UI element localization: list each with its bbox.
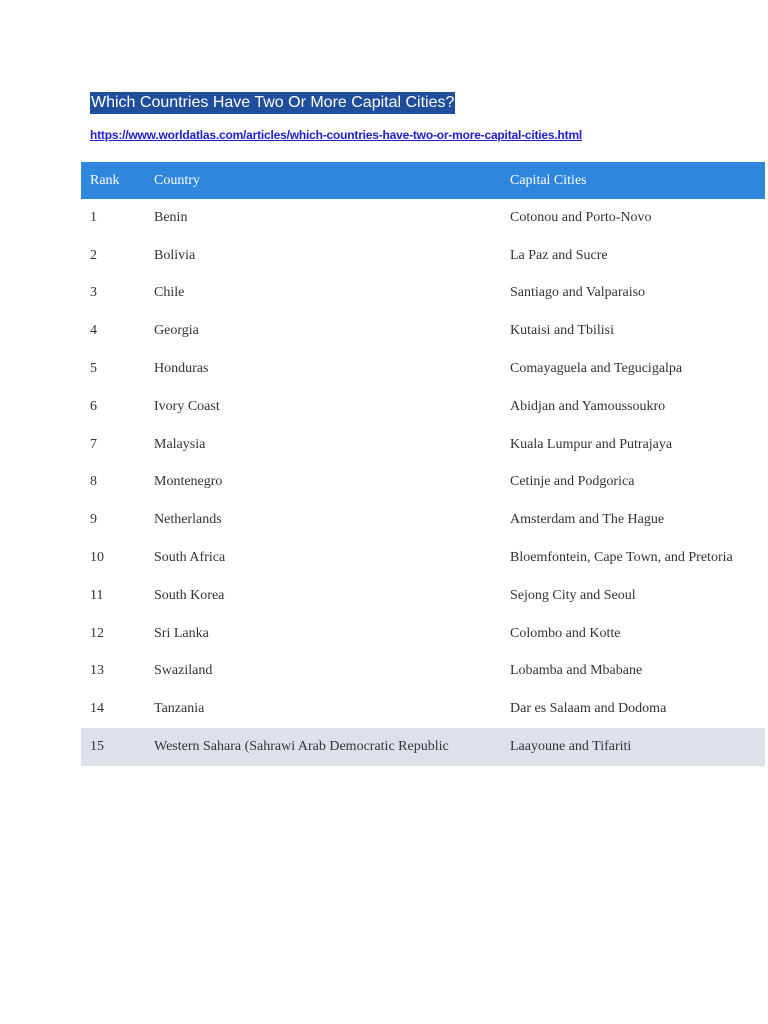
country-cell: Netherlands — [154, 512, 222, 528]
rank-cell: 13 — [90, 663, 104, 679]
capitals-cell: Amsterdam and The Hague — [510, 512, 665, 528]
rank-cell: 4 — [90, 323, 97, 339]
rank-cell: 12 — [90, 625, 104, 641]
table-row — [81, 388, 765, 426]
country-cell: Malaysia — [154, 436, 206, 452]
table-row — [81, 615, 765, 653]
capitals-cell: Bloemfontein, Cape Town, and Pretoria — [510, 550, 733, 566]
country-cell: Benin — [154, 209, 188, 225]
capitals-cell: Kuala Lumpur and Putrajaya — [510, 436, 673, 452]
country-cell: Ivory Coast — [154, 398, 220, 414]
rank-cell: 7 — [90, 436, 97, 452]
capitals-cell: Cotonou and Porto-Novo — [510, 209, 652, 225]
country-cell: Chile — [154, 285, 185, 301]
capitals-cell: Kutaisi and Tbilisi — [510, 323, 614, 339]
capitals-cell: La Paz and Sucre — [510, 247, 608, 263]
rank-cell: 10 — [90, 550, 104, 566]
source-link[interactable]: https://www.worldatlas.com/articles/which-countries-have-two-or-more-capital-cities.html — [90, 128, 583, 142]
rank-cell: 3 — [90, 285, 97, 301]
table-row-highlighted — [81, 728, 765, 766]
country-cell: Swaziland — [154, 663, 213, 679]
country-cell: Sri Lanka — [154, 625, 209, 641]
table-row — [81, 199, 765, 237]
table-header-row — [81, 162, 765, 199]
country-cell: Montenegro — [154, 474, 223, 490]
table-row — [81, 275, 765, 313]
rank-cell: 6 — [90, 398, 97, 414]
country-cell: Tanzania — [154, 701, 205, 717]
country-cell: Honduras — [154, 361, 209, 377]
country-cell: Georgia — [154, 323, 199, 339]
capitals-cell: Dar es Salaam and Dodoma — [510, 701, 667, 717]
capitals-cell: Colombo and Kotte — [510, 625, 621, 641]
rank-cell: 11 — [90, 587, 104, 603]
rank-cell: 15 — [90, 739, 104, 755]
table-row — [81, 577, 765, 615]
table-row — [81, 653, 765, 691]
table-row — [81, 501, 765, 539]
table-row — [81, 464, 765, 502]
capitals-cell: Cetinje and Podgorica — [510, 474, 635, 490]
capitals-table — [81, 162, 765, 766]
capitals-cell: Santiago and Valparaiso — [510, 285, 646, 301]
page-title: Which Countries Have Two Or More Capital Cities? — [90, 92, 455, 114]
capitals-cell: Laayoune and Tifariti — [510, 739, 632, 755]
header-capital-cities: Capital Cities — [510, 172, 587, 188]
table-row — [81, 539, 765, 577]
country-cell: South Korea — [154, 587, 225, 603]
table-row — [81, 690, 765, 728]
capitals-cell: Abidjan and Yamoussoukro — [510, 398, 666, 414]
header-rank: Rank — [90, 172, 120, 188]
capitals-cell: Sejong City and Seoul — [510, 587, 636, 603]
table-row — [81, 350, 765, 388]
rank-cell: 9 — [90, 512, 97, 528]
rank-cell: 14 — [90, 701, 104, 717]
rank-cell: 1 — [90, 209, 97, 225]
rank-cell: 5 — [90, 361, 97, 377]
country-cell: Western Sahara (Sahrawi Arab Democratic Republic — [154, 739, 449, 755]
table-row — [81, 426, 765, 464]
rank-cell: 8 — [90, 474, 97, 490]
capitals-cell: Comayaguela and Tegucigalpa — [510, 361, 683, 377]
header-country: Country — [154, 172, 200, 188]
table-row — [81, 312, 765, 350]
capitals-cell: Lobamba and Mbabane — [510, 663, 643, 679]
country-cell: Bolivia — [154, 247, 196, 263]
country-cell: South Africa — [154, 550, 226, 566]
rank-cell: 2 — [90, 247, 97, 263]
table-row — [81, 237, 765, 275]
